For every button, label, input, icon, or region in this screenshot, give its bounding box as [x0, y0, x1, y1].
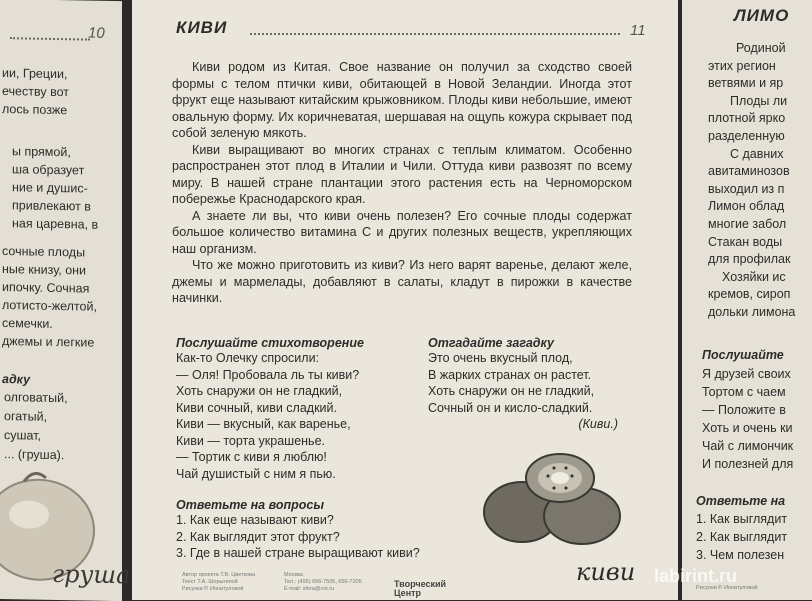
question-item: 2. Как выглядит этот фрукт? [176, 529, 340, 544]
text-line: джемы и легкие [2, 334, 95, 350]
paragraph: А знаете ли вы, что киви очень полезен? Его сочные плоды содержат большое количество витамина С и других полезных веществ, укрепляющих наш организм. [172, 208, 632, 256]
text-line: сочные плоды [2, 244, 86, 260]
poem-line: Чай душистый с ним я пью. [176, 466, 336, 481]
imprint-line: Автор проекта Т.В. Цветкова [182, 572, 256, 578]
poem-line: И полезней для [702, 457, 794, 471]
text-line: кремов, сироп [708, 287, 791, 302]
kiwi-illustration [482, 450, 622, 550]
poem-heading: Послушайте [702, 348, 784, 362]
question-item: 1. Как выглядит [696, 512, 788, 526]
title-leader [10, 37, 90, 40]
poem-line: Киви — вкусный, как варенье, [176, 417, 351, 431]
paragraph: Что же можно приготовить из киви? Из него варят варенье, делают желе, джемы и мармелады, добавляют в салаты, кладут в пирожки в качестве начинки. [172, 258, 632, 305]
text-line: Стакан воды [708, 234, 783, 249]
text-line: Лимон облад [708, 199, 785, 214]
riddle-line: ... (груша). [4, 447, 65, 463]
poem-line: Тортом с чаем [702, 385, 786, 399]
left-page [0, 0, 131, 601]
page-title: ЛИМО [734, 6, 790, 25]
text-line: Хозяйки ис [722, 269, 786, 284]
text-line: ии, Греции, [2, 66, 68, 82]
text-line: авитаминозов [708, 164, 790, 179]
questions-heading: Ответьте на вопросы [176, 498, 325, 512]
text-line: ветвями и яр [708, 76, 784, 91]
text-line: Плоды ли [730, 93, 788, 108]
riddle-line: Это очень вкусный плод, [428, 351, 573, 365]
text-line: ная царевна, в [12, 216, 99, 232]
text-line: лотисто-желтой, [2, 298, 97, 314]
riddle-heading: адку [2, 372, 31, 387]
imprint [182, 572, 282, 593]
page-number: 11 [630, 22, 646, 39]
imprint-line: Текст Т.А. Шорыгиной [182, 579, 238, 585]
kiwi-caption: киви [576, 558, 636, 586]
page-title: КИВИ [176, 18, 228, 37]
riddle-block [428, 336, 618, 433]
text-line: лось позже [2, 102, 68, 118]
text-line: семечки. [2, 316, 53, 331]
paragraph: Киви выращивают во многих странах с теплым климатом. Особенно распространен этот плод в Италии и Чили. Оттуда киви развозят по всему миру. В нашей стране плантации этого растения есть на Черноморском побережье Краснодарского края. [172, 142, 632, 206]
poem-line: — Тортик с киви я люблю! [176, 450, 327, 464]
riddle-heading: Отгадайте загадку [428, 336, 554, 350]
paragraph: Киви родом из Китая. Свое название он получил за сходство своей формы с телом птички киви, обитающей в Новой Зеландии. Иногда этот фрукт еще называют китайским крыжовником. Плоды киви небольшие, имеют овальную форму. Их коричневатая, шершавая на ощупь кожура скрывает под собой зеленую мякоть. [172, 60, 632, 140]
imprint-line: Тел.: (495) 656-7505, 656-7205 [284, 579, 362, 585]
text-line: привлекают в [12, 198, 91, 214]
text-line: выходил из п [708, 181, 785, 196]
article-body [172, 59, 632, 307]
imprint-line: E-mail: sfera@cnt.ru [284, 586, 335, 592]
poem-lines [176, 350, 416, 482]
poem-line: Хоть и очень ки [702, 421, 793, 435]
riddle-line: Хоть снаружи он не гладкий, [428, 384, 595, 398]
text-line: ы прямой, [12, 144, 71, 160]
poem-line: Киви сочный, киви сладкий. [176, 400, 337, 415]
riddle-line: сушат, [4, 428, 42, 443]
question-item: 3. Чем полезен [696, 548, 785, 562]
question-item: 1. Как еще называют киви? [176, 513, 334, 527]
poem-line: — Оля! Пробовала ль ты киви? [176, 367, 360, 382]
riddle-line: В жарких странах он растет. [428, 367, 592, 382]
text-line: ные книзу, они [2, 262, 87, 278]
text-line: С давних [730, 146, 784, 161]
poem-line: Хоть снаружи он не гладкий, [176, 384, 343, 398]
poem-block [176, 336, 416, 482]
questions-heading: Ответьте на [696, 494, 786, 508]
riddle-line: олговатый, [4, 390, 68, 406]
right-page [682, 0, 812, 600]
imprint-line: Рисунки Р. Ионатуловой [182, 586, 244, 592]
text-line: многие забол [708, 217, 787, 231]
text-line: ипочку. Сочная [2, 280, 90, 296]
question-lines [176, 512, 476, 562]
publisher-logo: Творческий Центр [394, 579, 447, 598]
text-line: плотной ярко [708, 111, 786, 126]
poem-line: Я друзей своих [702, 367, 791, 381]
question-item: 2. Как выглядит [696, 530, 788, 544]
poem-line: Чай с лимончик [702, 439, 794, 453]
riddle-answer: (Киви.) [578, 417, 618, 431]
title-leader [250, 33, 620, 35]
pear-caption: груша [52, 559, 131, 590]
riddle-line: огатый, [4, 409, 48, 424]
imprint: Рисунки Р. Ионатуловой [696, 585, 758, 591]
text-line: ечеству вот [2, 84, 69, 100]
imprint-line: Москва [284, 572, 303, 578]
text-line: этих регион [708, 58, 776, 73]
riddle-line: Сочный он и кисло-сладкий. [428, 400, 593, 415]
question-item: 3. Где в нашей стране выращивают киви? [176, 546, 420, 560]
text-line: дольки лимона [708, 305, 796, 319]
poem-line: — Положите в [702, 403, 786, 417]
text-line: для профилак [708, 252, 791, 267]
text-line: ша образует [12, 162, 85, 178]
poem-line: Как-то Олечку спросили: [176, 351, 320, 365]
imprint-contact [284, 572, 384, 593]
poem-heading: Послушайте стихотворение [176, 336, 364, 350]
page-number: 10 [88, 24, 105, 42]
riddle-lines [428, 350, 618, 416]
kiwi-page [132, 0, 678, 600]
watermark: labirint.ru [654, 566, 738, 586]
questions-block [176, 498, 476, 562]
poem-line: Киви — торта украшенье. [176, 433, 325, 448]
text-line: Родиной [736, 41, 786, 55]
text-line: ние и душис- [12, 180, 88, 196]
text-line: разделенную [708, 129, 785, 143]
